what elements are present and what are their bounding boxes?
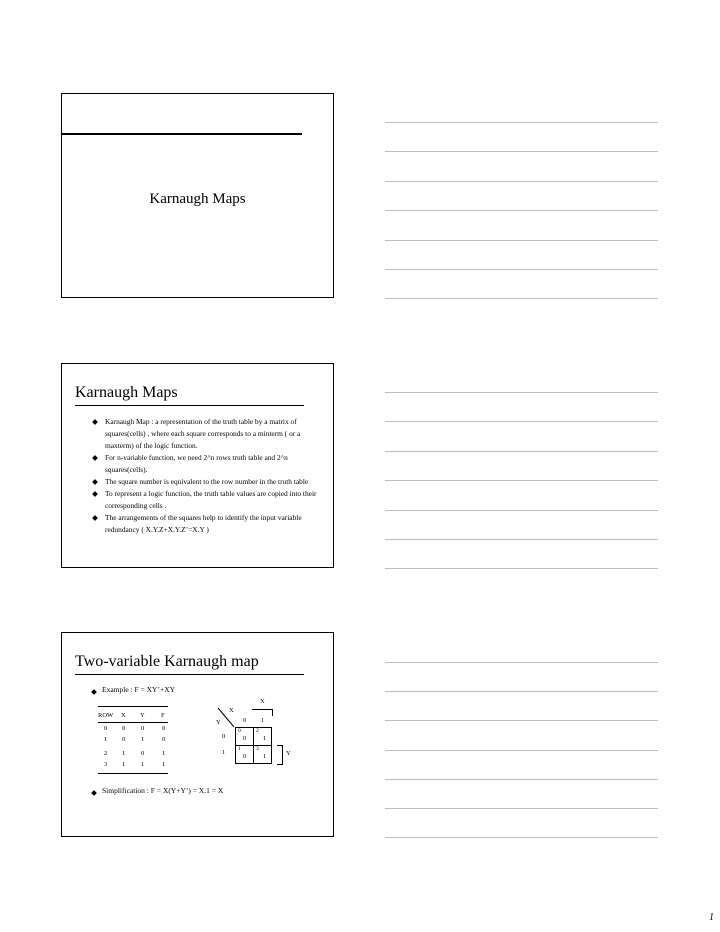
- diamond-bullet-icon: [92, 419, 98, 425]
- bullet-item: The square number is equivalent to the row number in the truth table: [92, 476, 324, 488]
- slide-3: [61, 632, 334, 837]
- diamond-bullet-icon: [92, 479, 98, 485]
- note-line: [385, 240, 658, 241]
- table-cell: 1: [162, 750, 166, 757]
- example-text: Example : F = XY’+XY: [102, 685, 176, 694]
- kmap-col-label: 0: [243, 717, 247, 724]
- table-cell: 0: [141, 725, 145, 732]
- table-rule-top: [98, 706, 168, 707]
- table-header-x: X: [121, 712, 126, 719]
- kmap-y-bracket: [277, 764, 283, 765]
- kmap-corner-y: Y: [216, 719, 221, 726]
- note-line: [385, 720, 658, 721]
- note-line: [385, 269, 658, 270]
- table-header-y: Y: [140, 712, 145, 719]
- table-rule-bottom: [98, 773, 168, 774]
- note-line: [385, 568, 658, 569]
- kmap-cell-index: 3: [256, 746, 259, 752]
- slide-1: [61, 93, 334, 298]
- kmap-col-label: 1: [261, 717, 265, 724]
- table-cell: 1: [122, 750, 126, 757]
- note-line: [385, 510, 658, 511]
- kmap-cell-index: 1: [238, 746, 241, 752]
- diamond-bullet-icon: [92, 491, 98, 497]
- slide-1-title: Karnaugh Maps: [149, 191, 246, 207]
- table-cell: 0: [141, 750, 145, 757]
- title-rule: [62, 133, 302, 135]
- diamond-bullet-icon: [92, 515, 98, 521]
- kmap-y-bracket: [282, 745, 283, 765]
- note-line: [385, 151, 658, 152]
- simplification-text: Simplification : F = X(Y+Y’) = X.1 = X: [102, 786, 224, 795]
- table-cell: 0: [122, 736, 126, 743]
- note-line: [385, 691, 658, 692]
- table-cell: 2: [104, 750, 108, 757]
- title-rule: [75, 405, 304, 406]
- note-line: [385, 808, 658, 809]
- note-line: [385, 779, 658, 780]
- table-cell: 1: [141, 736, 145, 743]
- bullet-item: For n-variable function, we need 2^n rows truth table and 2^n squares(cells).: [92, 452, 324, 476]
- kmap-top-variable: X: [260, 698, 265, 705]
- note-line: [385, 392, 658, 393]
- diamond-bullet-icon: [91, 689, 97, 695]
- kmap-row-label: 1: [222, 749, 226, 756]
- table-rule-mid: [98, 722, 168, 723]
- note-line: [385, 480, 658, 481]
- kmap-cell-value: 0: [243, 735, 247, 742]
- bullet-item: Karnaugh Map : a representation of the truth table by a matrix of squares(cells) , where each square corresponds to a minterm ( or a maxterm) of the logic function.: [92, 416, 324, 451]
- slide-2-title: Karnaugh Maps: [75, 384, 178, 401]
- kmap-x-bracket: [252, 709, 273, 710]
- note-line: [385, 421, 658, 422]
- bullet-item: The arrangements of the squares help to identify the input variable redundancy ( X.Y.Z+X.Y.Z’=X.Y ): [92, 512, 324, 536]
- table-header-row: ROW: [98, 712, 114, 719]
- page-number: 1: [709, 912, 714, 923]
- table-cell: 1: [104, 736, 108, 743]
- kmap-diagonal: [217, 707, 237, 729]
- slide-2: [61, 363, 334, 568]
- slide-3-title: Two-variable Karnaugh map: [75, 653, 259, 670]
- table-cell: 0: [162, 736, 166, 743]
- note-line: [385, 662, 658, 663]
- note-line: [385, 750, 658, 751]
- note-line: [385, 451, 658, 452]
- table-cell: 1: [141, 761, 145, 768]
- title-rule: [75, 674, 304, 675]
- kmap-cell-value: 0: [243, 753, 247, 760]
- note-line: [385, 181, 658, 182]
- note-line: [385, 122, 658, 123]
- diamond-bullet-icon: [92, 455, 98, 461]
- kmap-cell-index: 2: [256, 728, 259, 734]
- note-line: [385, 837, 658, 838]
- table-cell: 1: [162, 761, 166, 768]
- diamond-bullet-icon: [91, 790, 97, 796]
- table-cell: 3: [104, 761, 108, 768]
- bullet-item: To represent a logic function, the truth table values are copied into their corresponding cells .: [92, 488, 324, 512]
- note-line: [385, 210, 658, 211]
- kmap-x-bracket-end: [272, 709, 273, 716]
- note-line: [385, 298, 658, 299]
- kmap-cell-index: 0: [238, 728, 241, 734]
- bullet-list: [92, 416, 324, 536]
- kmap-corner-x: X: [229, 707, 234, 714]
- kmap-cell-value: 1: [263, 735, 267, 742]
- kmap-row-label: 0: [222, 733, 226, 740]
- kmap-cell-value: 1: [263, 753, 267, 760]
- table-cell: 1: [122, 761, 126, 768]
- table-cell: 0: [122, 725, 126, 732]
- table-cell: 0: [104, 725, 108, 732]
- table-header-f: F: [161, 712, 165, 719]
- note-line: [385, 539, 658, 540]
- kmap-side-variable: Y: [286, 750, 291, 757]
- table-cell: 0: [162, 725, 166, 732]
